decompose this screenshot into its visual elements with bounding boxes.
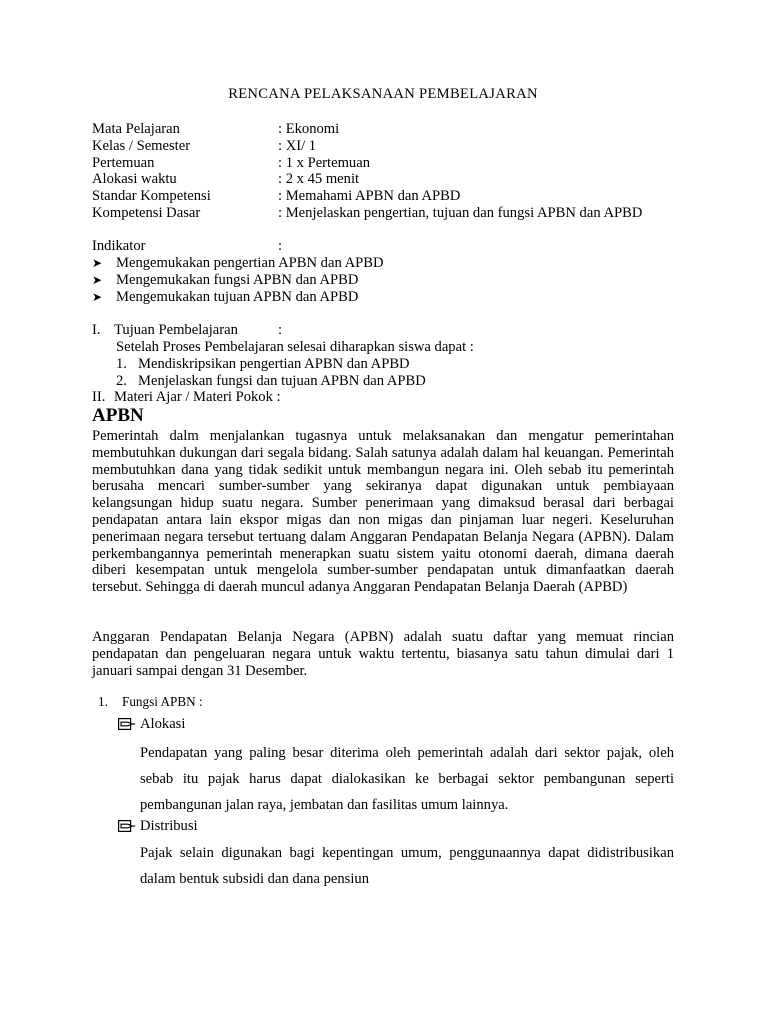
info-value: : 1 x Pertemuan xyxy=(278,154,371,171)
indikator-heading xyxy=(92,238,282,255)
alokasi-heading xyxy=(118,716,185,733)
info-table xyxy=(92,121,692,222)
distribusi-heading xyxy=(118,818,198,835)
pen-box-bullet-icon xyxy=(118,820,140,832)
info-row-mata-pelajaran xyxy=(92,121,692,138)
info-row-standar-kompetensi xyxy=(92,188,692,205)
arrowhead-bullet-icon: ➤ xyxy=(92,256,103,270)
info-label: Kelas / Semester xyxy=(92,137,191,154)
list-item xyxy=(92,255,384,272)
info-row-kelas-semester xyxy=(92,138,692,155)
info-value: : 2 x 45 menit xyxy=(278,171,360,188)
info-label: Standar Kompetensi xyxy=(92,188,211,205)
section-number: I. xyxy=(92,322,101,338)
fungsi-label: Fungsi APBN : xyxy=(122,694,203,709)
list-item-text: Mengemukakan pengertian APBN dan APBD xyxy=(116,255,384,271)
fungsi-heading xyxy=(92,694,203,710)
info-value: : XI/ 1 xyxy=(278,137,317,154)
pen-box-bullet-icon xyxy=(118,718,140,730)
arrowhead-bullet-icon: ➤ xyxy=(92,289,103,304)
distribusi-label: Distribusi xyxy=(140,818,198,834)
materi-heading xyxy=(92,389,281,406)
paragraph-apbn-intro: Pemerintah dalm menjalankan tugasnya untuk melaksanakan dan mengatur pemerintahan membutuhkan dukungan dari segala bidang. Salah satunya adalah dalam hal keuangan. Pemerintah membutuhkan dana yang tidak sedikit untuk membangun negara ini. Oleh sebab itu pemerintah berusaha mencari sumber-sumber yang sekiranya dapat digunakan untuk pembiayaan kelangsungan hidup suatu negara. Sumber penerimaan yang dimaksud berasal dari berbagai pendapatan antara lain ekspor migas dan non migas dan pinjaman luar negeri. Keseluruhan penerimaan negara tersebut tertuang dalam Anggaran Pendapatan Belanja Negara (APBN). Dalam perkembangannya pemerintah menerapkan suatu sistem yaitu otonomi daerah, dimana daerah diberi kesempatan untuk mengelola sumber-sumber pendapatan untuk dimanfaatkan daerah tersebut. Sehingga di daerah muncul adanya Anggaran Pendapatan Belanja Daerah (APBD) xyxy=(92,428,674,596)
list-item-text: Mengemukakan tujuan APBN dan APBD xyxy=(116,288,359,305)
indikator-colon: : xyxy=(278,238,283,254)
tujuan-list xyxy=(116,356,426,390)
info-row-alokasi-waktu xyxy=(92,171,692,188)
list-item xyxy=(92,289,384,306)
indikator-label: Indikator xyxy=(92,238,146,254)
list-item xyxy=(116,356,426,373)
section-colon: : xyxy=(278,322,283,338)
apbn-heading: APBN xyxy=(92,405,144,426)
indikator-list xyxy=(92,255,384,305)
info-label: Mata Pelajaran xyxy=(92,121,180,137)
info-label: Kompetensi Dasar xyxy=(92,204,201,221)
list-item-text: Mengemukakan fungsi APBN dan APBD xyxy=(116,271,359,288)
list-item-text: Mendiskripsikan pengertian APBN dan APBD xyxy=(138,356,410,372)
list-number: 1. xyxy=(116,356,127,372)
section-number: II. xyxy=(92,389,106,405)
info-label: Alokasi waktu xyxy=(92,171,177,188)
arrowhead-bullet-icon: ➤ xyxy=(92,272,103,287)
alokasi-text: Pendapatan yang paling besar diterima oleh pemerintah adalah dari sektor pajak, oleh sebab itu pajak harus dapat dialokasikan ke berbagai sektor pembangunan seperti pembangunan jalan raya, jembatan dan fasilitas umum lainnya. xyxy=(140,745,674,813)
list-item xyxy=(92,272,384,289)
info-row-pertemuan xyxy=(92,155,692,172)
document-title: RENCANA PELAKSANAAN PEMBELAJARAN xyxy=(228,86,538,102)
info-row-kompetensi-dasar xyxy=(92,205,692,222)
list-item-text: Menjelaskan fungsi dan tujuan APBN dan APBD xyxy=(138,372,426,389)
tujuan-intro: Setelah Proses Pembelajaran selesai diharapkan siswa dapat : xyxy=(116,339,474,355)
tujuan-heading xyxy=(92,322,282,339)
info-value: : Menjelaskan pengertian, tujuan dan fungsi APBN dan APBD xyxy=(278,204,643,221)
section-label: Materi Ajar / Materi Pokok : xyxy=(114,389,281,405)
list-item xyxy=(116,373,426,390)
alokasi-label: Alokasi xyxy=(140,716,186,732)
paragraph-apbn-definition: Anggaran Pendapatan Belanja Negara (APBN) adalah suatu daftar yang memuat rincian pendapatan dan pengeluaran negara untuk waktu tertentu, biasanya satu tahun dimulai dari 1 januari sampai dengan 31 Desember. xyxy=(92,629,674,679)
info-value: : Memahami APBN dan APBD xyxy=(278,188,461,205)
info-label: Pertemuan xyxy=(92,154,155,171)
list-number: 2. xyxy=(116,372,127,389)
list-number: 1. xyxy=(98,694,108,709)
info-value: : Ekonomi xyxy=(278,121,340,137)
section-label: Tujuan Pembelajaran xyxy=(114,322,238,338)
distribusi-text: Pajak selain digunakan bagi kepentingan umum, penggunaannya dapat didistribusikan dalam bentuk subsidi dan dana pensiun xyxy=(140,845,674,887)
